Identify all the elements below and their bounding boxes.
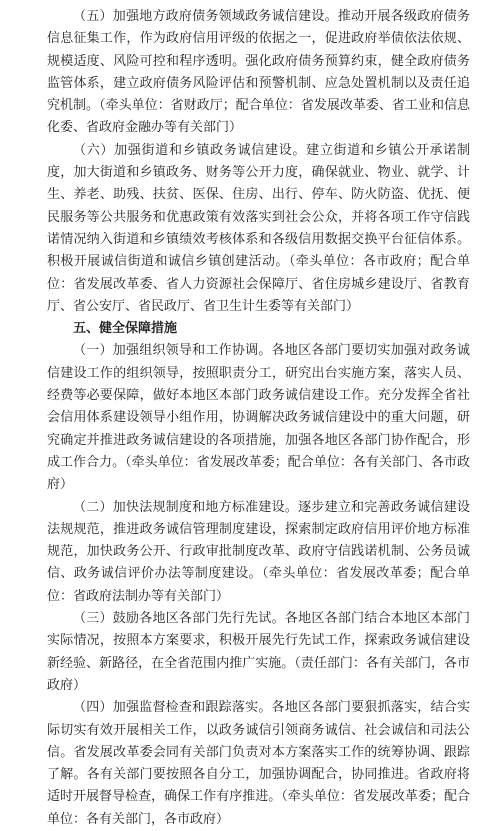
paragraph-regulations-standards: （二）加快法规制度和地方标准建设。逐步建立和完善政务诚信建设法规规范，推进政务诚信管理制度建设，探索制定政府信用评价地方标准规范，加快政务公开、行政审批制度改革、政府守信践诺机制、公务员诚信、政务诚信评价办法等制度建设。（牵头单位：省发展改革委；配合单位：省政府法制办等有关部门） <box>47 499 470 604</box>
paragraph-pilot-programs: （三）鼓励各地区各部门先行先试。各地区各部门结合本地区本部门实际情况，按照本方案要求，积极开展先行先试工作，探索政务诚信建设新经验、新路径，在全省范围内推广实施。（责任部门：各有关部门，各市政府） <box>47 611 470 693</box>
paragraph-street-and-town: （六）加强街道和乡镇政务诚信建设。建立街道和乡镇公开承诺制度，加大街道和乡镇政务、财务等公开力度，确保就业、物业、就学、计生、养老、助残、扶贫、医保、住房、出行、停车、防火防盗、优抚、便民服务等公共服务和优惠政策有效落实到社会公众，并将各项工作守信践诺情况纳入街道和乡镇绩效考核体系和各级信用数据交换平台征信体系。积极开展诚信街道和诚信乡镇创建活动。（牵头单位：各市政府；配合单位：省发展改革委、省人力资源社会保障厅、省住房城乡建设厅、省教育厅、省公安厅、省民政厅、省卫生计生委等有关部门） <box>47 142 470 314</box>
paragraph-supervision-inspection: （四）加强监督检查和跟踪落实。各地区各部门要狠抓落实，结合实际切实有效开展相关工作，以政务诚信引领商务诚信、社会诚信和司法公信。省发展改革委会同有关部门负责对本方案落实工作的统筹协调、跟踪了解。各有关部门要按照各自分工，加强协调配合，协同推进。省政府将适时开展督导检查，确保工作有序推进。（牵头单位：省发展改革委；配合单位：各有关部门，各市政府） <box>47 700 470 827</box>
section-heading-safeguards: 五、健全保障措施 <box>73 321 178 337</box>
paragraph-local-government-debt: （五）加强地方政府债务领域政务诚信建设。推动开展各级政府债务信息征集工作，作为政府信用评级的依据之一，促进政府举债依法依规、规模适度、风险可控和程序透明。强化政府债务预算约束，健全政府债务监管体系，建立政府债务风险评估和预警机制、应急处置机制以及责任追究机制。（牵头单位：省财政厅；配合单位：省发展改革委、省工业和信息化委、省政府金融办等有关部门） <box>47 9 470 136</box>
paragraph-organization-leadership: （一）加强组织领导和工作协调。各地区各部门要切实加强对政务诚信建设工作的组织领导，按照职责分工，研究出台实施方案，落实人员、经费等必要保障，做好本地区本部门政务诚信建设工作。充分发挥全省社会信用体系建设领导小组作用，协调解决政务诚信建设中的重大问题，研究确定并推进政务诚信建设的各项措施，加强各地区各部门协作配合，形成工作合力。（牵头单位：省发展改革委；配合单位：各有关部门、各市政府） <box>47 343 470 493</box>
